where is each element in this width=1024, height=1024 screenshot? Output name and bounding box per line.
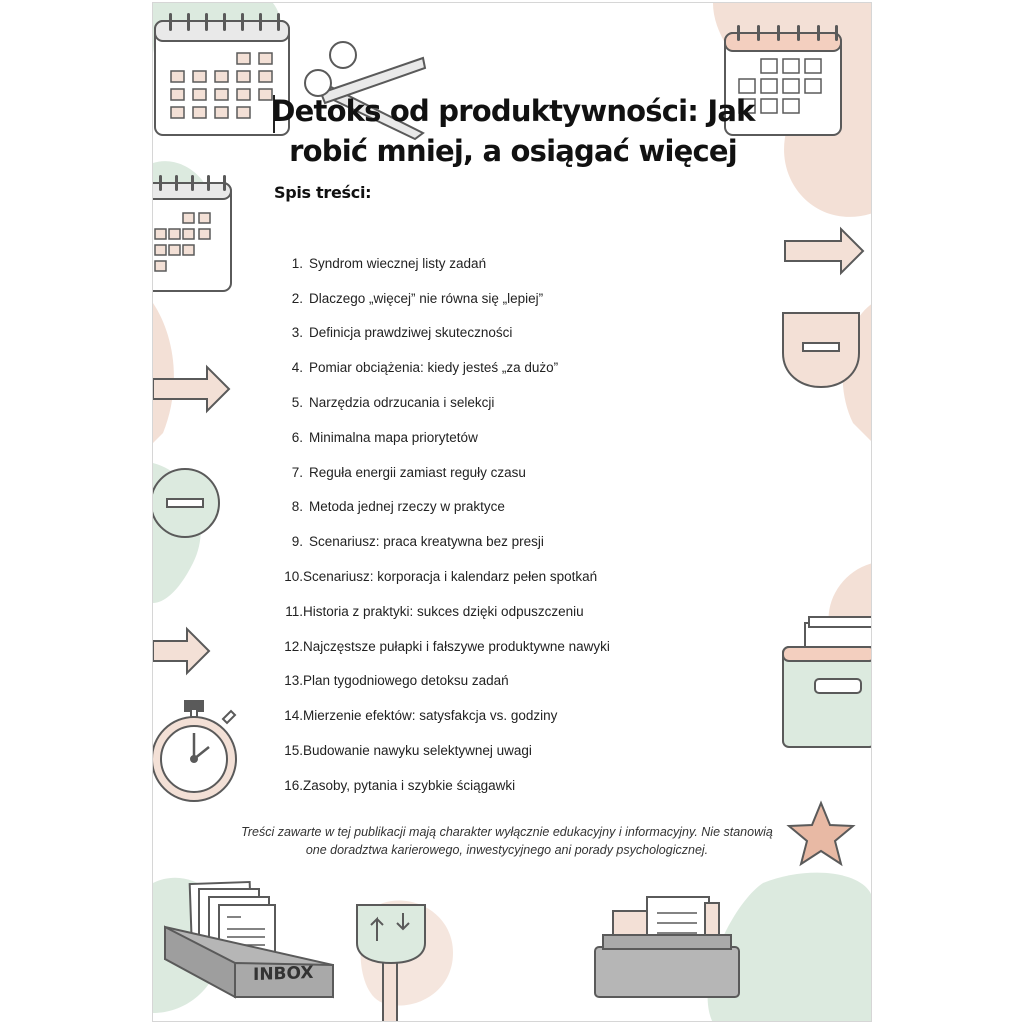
document-title: Detoks od produktywności: Jak robić mniej, a osiągać więcej [271,94,755,168]
toc-item: 4. Pomiar obciążenia: kiedy jesteś „za dużo” [291,360,559,376]
toc-item: 5. Narzędzia odrzucania i selekcji [291,395,495,411]
disclaimer: Treści zawarte w tej publikacji mają charakter wyłącznie edukacyjny i informacyjny. Nie stanowią one doradztwa karierowego, inwestycyjnego ani porady psychologicznej. [241,825,773,857]
file-box-icon [595,897,739,997]
minus-circle-icon [153,469,219,537]
star-icon [789,803,853,864]
stopwatch-icon [153,701,236,801]
arrow-right-icon [785,229,863,273]
arrow-right-icon [153,629,209,673]
document-page [152,2,872,1022]
calendar-icon [153,175,231,291]
toc-item: 2. Dlaczego „więcej” nie równa się „lepiej” [291,290,544,306]
toc-item: 1. Syndrom wiecznej listy zadań [291,255,487,271]
toc-item: 10. Scenariusz: korporacja i kalendarz pełen spotkań [284,569,598,585]
table-of-contents [279,246,749,803]
toc-item: 14. Mierzenie efektów: satysfakcja vs. godziny [284,708,558,724]
toc-item: 11. Historia z praktyki: sukces dzięki odpuszczeniu [285,603,584,619]
toc-item: 8. Metoda jednej rzeczy w praktyce [291,499,505,515]
file-box-icon [783,617,872,747]
toc-item: 16. Zasoby, pytania i szybkie ściągawki [284,777,516,793]
tag-icon [783,313,859,387]
toc-item: 6. Minimalna mapa priorytetów [291,429,478,445]
toc-item: 9. Scenariusz: praca kreatywna bez presji [291,534,544,550]
toc-item: 3. Definicja prawdziwej skuteczności [291,325,513,341]
toc-item: 15. Budowanie nawyku selektywnej uwagi [284,743,532,759]
toc-heading: Spis treści: [274,183,372,202]
toc-item: 12. Najczęstsze pułapki i fałszywe produktywne nawyki [284,638,610,654]
toc-item: 7. Reguła energii zamiast reguły czasu [291,464,526,480]
inbox-label: INBOX [253,962,314,986]
toc-item: 13. Plan tygodniowego detoksu zadań [284,673,509,689]
